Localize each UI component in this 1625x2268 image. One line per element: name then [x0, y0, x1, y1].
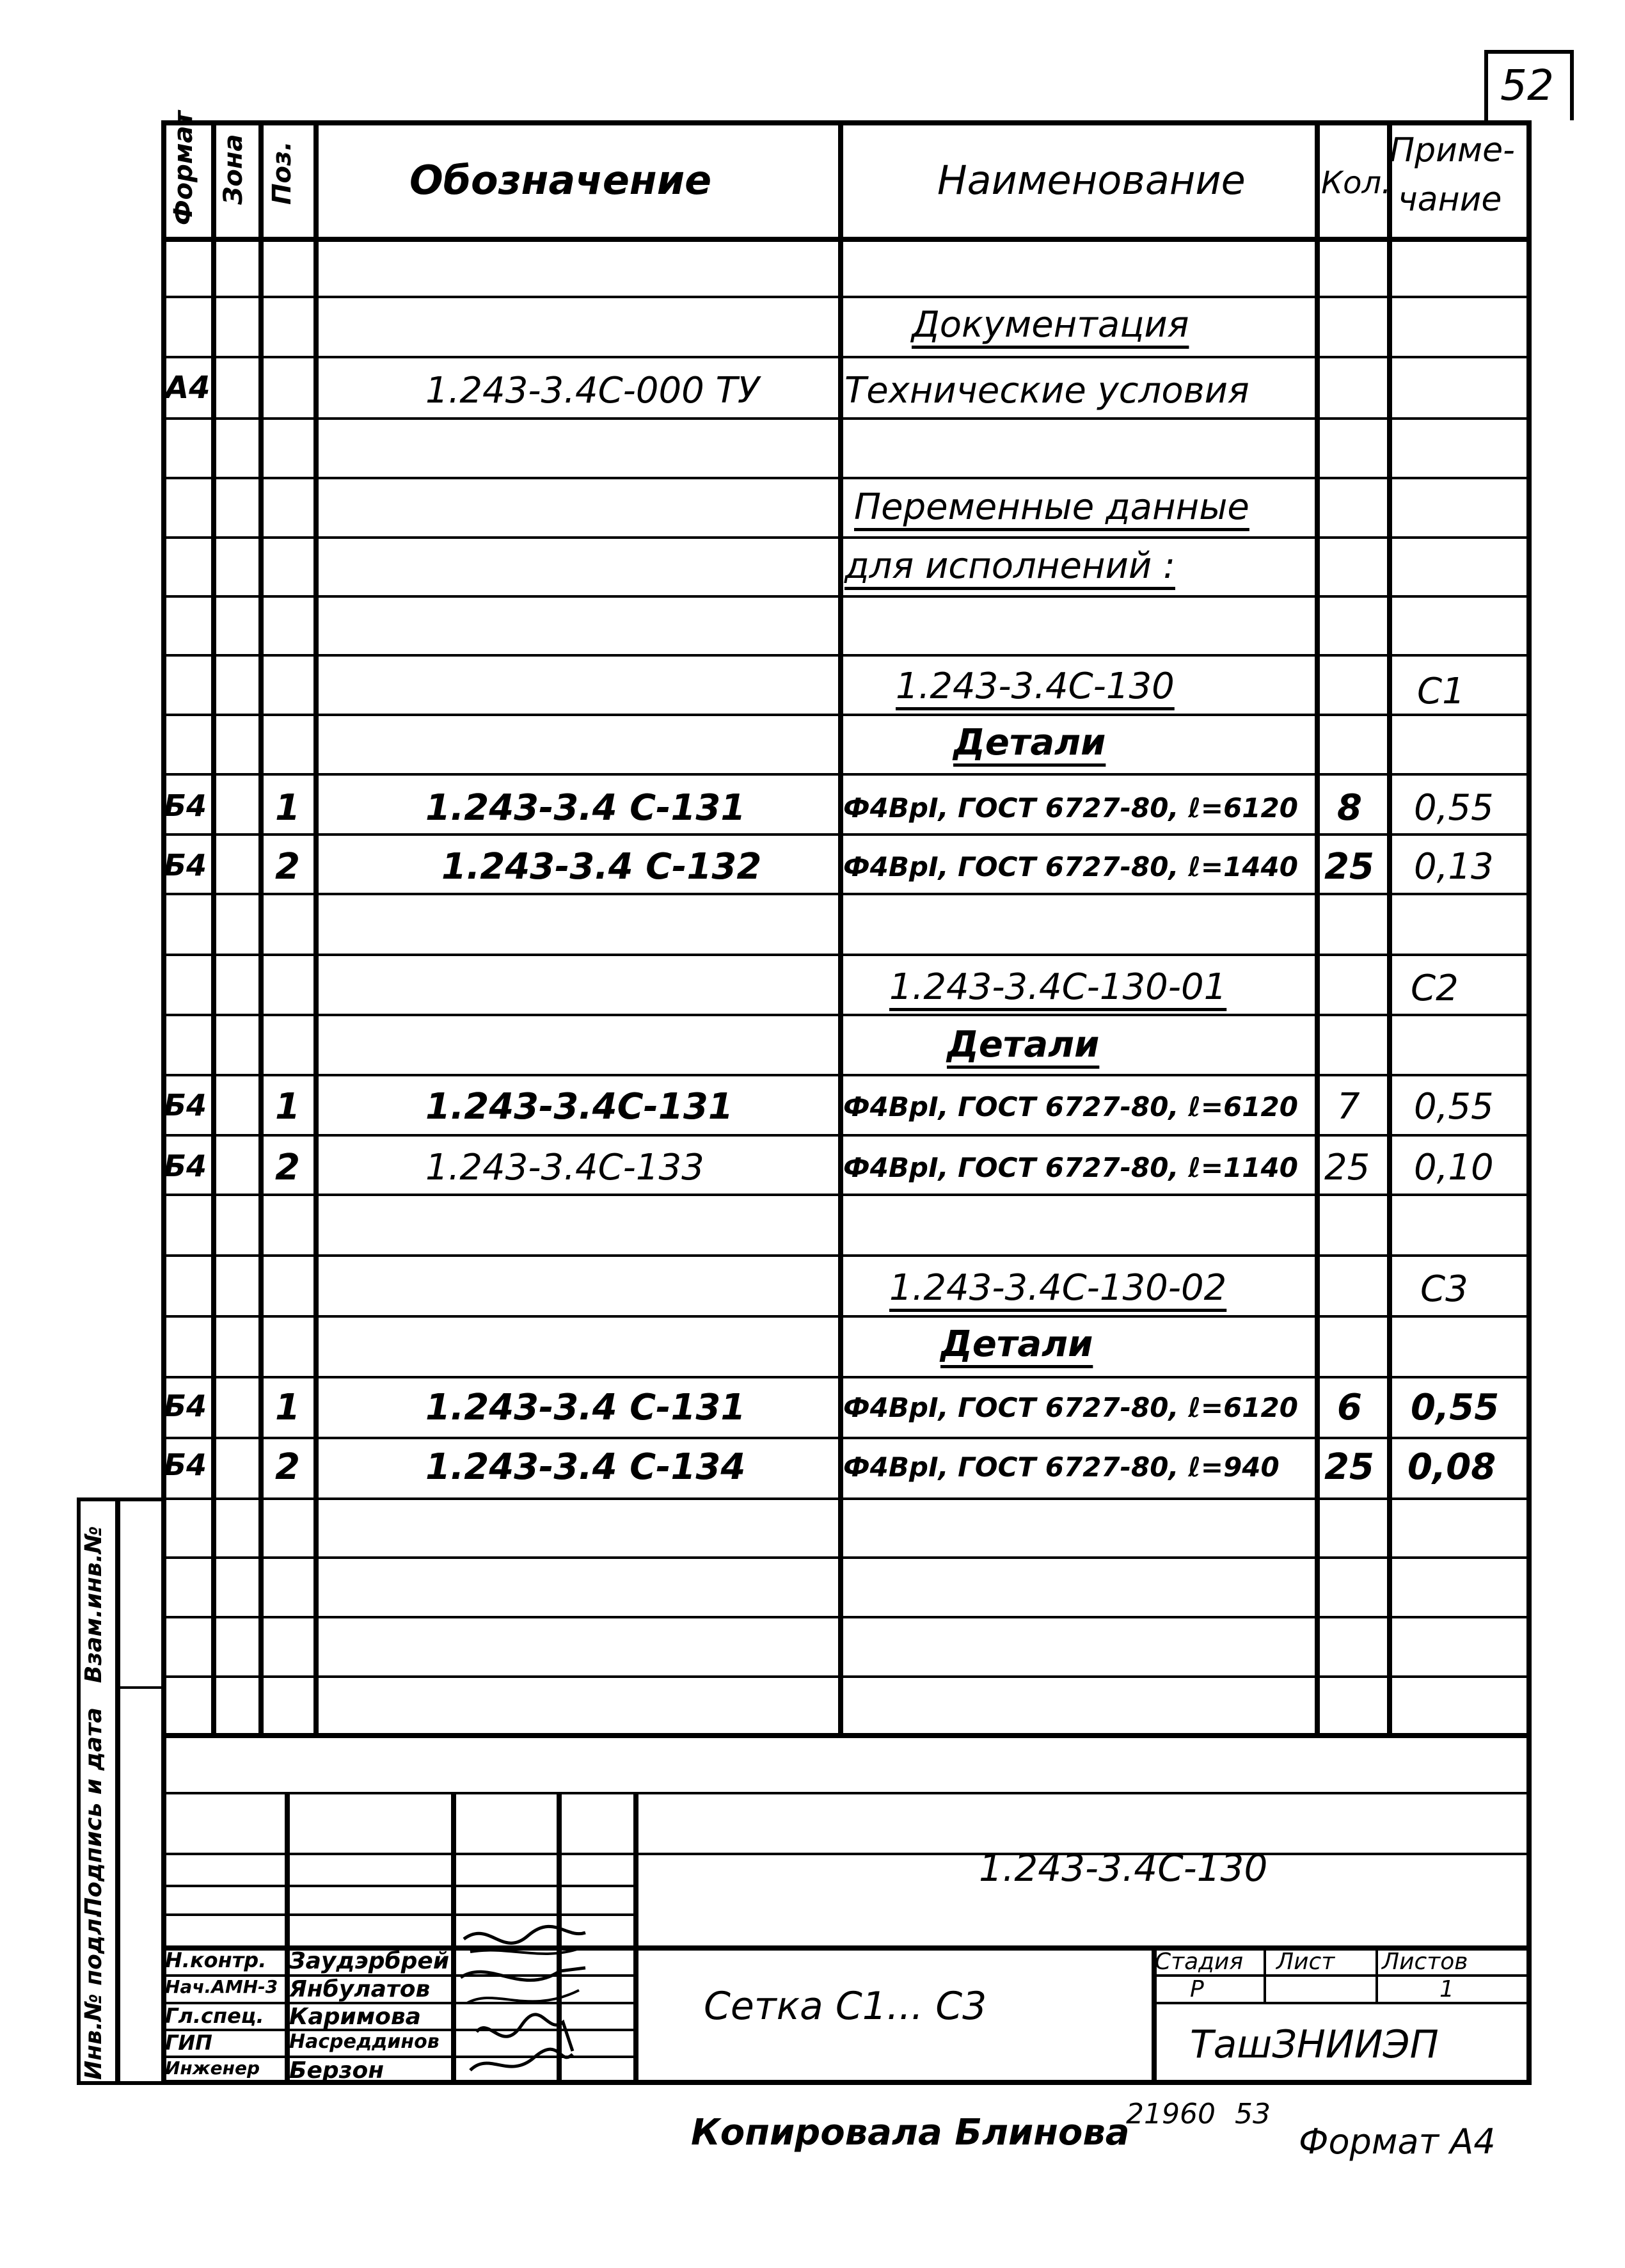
tb-col — [1264, 1945, 1266, 2003]
tb-role-2: Нач.АМН-3 — [165, 1976, 278, 1997]
v1-r1-pos: 1 — [275, 787, 300, 829]
v3-r1-name: Ф4ВрI, ГОСТ 6727-80, ℓ=6120 — [843, 1392, 1298, 1423]
v3-r1-note: 0,55 — [1411, 1387, 1500, 1428]
section-documentation: Документация — [912, 304, 1189, 346]
col-line-qty — [1315, 120, 1320, 1733]
row-line — [161, 1616, 1532, 1618]
doc-format: А4 — [165, 370, 210, 406]
v2-r2-qty: 25 — [1324, 1147, 1370, 1188]
header-note-1: Приме- — [1390, 131, 1515, 170]
row-line — [161, 954, 1532, 956]
row-line — [161, 356, 1532, 358]
left-sign-date: Подпись и дата — [81, 1707, 107, 1917]
variable-data-line-2: для исполнений : — [844, 545, 1175, 587]
row-line — [161, 1675, 1532, 1678]
v2-r2-format: Б4 — [164, 1149, 207, 1183]
v1-r2-qty: 25 — [1324, 846, 1374, 888]
signatures-image — [451, 1913, 592, 2086]
row-line — [161, 536, 1532, 539]
row-line — [161, 477, 1532, 479]
tb-line — [161, 1853, 1532, 1855]
variant-2-parts: Детали — [947, 1024, 1100, 1066]
v3-r1-qty: 6 — [1337, 1387, 1362, 1428]
v3-r2-pos: 2 — [275, 1446, 300, 1488]
v2-r1-designation: 1.243-3.4С-131 — [425, 1086, 733, 1128]
tb-name-1: Заудэрбрей — [289, 1948, 450, 1974]
v1-r1-name: Ф4ВрI, ГОСТ 6727-80, ℓ=6120 — [843, 792, 1298, 824]
doc-designation: 1.243-3.4С-000 ТУ — [425, 370, 759, 411]
v2-r1-format: Б4 — [164, 1088, 207, 1122]
v2-r2-designation: 1.243-3.4С-133 — [425, 1147, 704, 1188]
tb-sheets-label: Листов — [1382, 1949, 1468, 1975]
footer-format: Формат А4 — [1299, 2121, 1496, 2162]
row-line — [161, 1194, 1532, 1196]
spec-bottom-line — [161, 1733, 1532, 1738]
tb-role-1: Н.контр. — [165, 1948, 267, 1972]
row-line — [161, 1134, 1532, 1137]
footer-copied-by: Копировала Блинова — [691, 2112, 1130, 2153]
tb-line — [1152, 2002, 1532, 2004]
header-qty: Кол. — [1321, 165, 1391, 201]
v1-r2-name: Ф4ВрI, ГОСТ 6727-80, ℓ=1440 — [843, 851, 1298, 882]
col-line-zone — [211, 120, 216, 1733]
header-bottom-line — [161, 237, 1532, 242]
row-line — [161, 654, 1532, 657]
header-format: Формат — [169, 111, 198, 225]
v1-r2-pos: 2 — [275, 846, 300, 888]
tb-sheets-value: 1 — [1439, 1976, 1454, 2002]
v1-r2-designation: 1.243-3.4 С-132 — [441, 846, 762, 888]
row-line — [161, 1376, 1532, 1378]
tb-role-5: Инженер — [165, 2057, 260, 2079]
row-line — [161, 833, 1532, 836]
tb-name-2: Янбулатов — [289, 1976, 431, 2002]
variant-3-note: С3 — [1420, 1268, 1468, 1310]
row-line — [161, 714, 1532, 716]
tb-role-4: ГИП — [165, 2031, 212, 2055]
v3-r2-format: Б4 — [164, 1448, 207, 1482]
left-vzam-inv: Взам.инв.№ — [81, 1526, 107, 1683]
row-line — [161, 1497, 1532, 1500]
variable-data-line-1: Переменные данные — [854, 486, 1249, 528]
header-designation: Обозначение — [409, 157, 712, 204]
tb-name-5: Берзон — [289, 2057, 384, 2084]
row-line — [161, 1254, 1532, 1257]
row-line — [161, 893, 1532, 895]
v2-r2-note: 0,10 — [1414, 1147, 1494, 1188]
tb-stage-value: Р — [1190, 1976, 1204, 2002]
tb-stage-label: Стадия — [1155, 1949, 1244, 1975]
row-line — [161, 773, 1532, 776]
v1-r2-note: 0,13 — [1414, 846, 1494, 888]
row-line — [161, 1315, 1532, 1318]
v1-r1-qty: 8 — [1337, 787, 1362, 829]
row-line — [161, 1792, 1532, 1794]
v1-r1-format: Б4 — [164, 788, 207, 823]
row-line — [161, 1014, 1532, 1016]
header-note-2: чание — [1398, 180, 1502, 219]
v1-r1-note: 0,55 — [1414, 787, 1494, 829]
v3-r1-format: Б4 — [164, 1389, 207, 1423]
row-line — [161, 1556, 1532, 1559]
variant-3-title: 1.243-3.4С-130-02 — [889, 1267, 1227, 1309]
tb-col — [633, 1792, 638, 2085]
left-margin-divider — [115, 1497, 120, 2085]
variant-1-title: 1.243-3.4С-130 — [896, 666, 1175, 707]
v3-r2-name: Ф4ВрI, ГОСТ 6727-80, ℓ=940 — [843, 1451, 1280, 1483]
header-pos: Поз. — [267, 141, 297, 205]
tb-line — [161, 1885, 635, 1887]
variant-2-note: С2 — [1411, 968, 1459, 1009]
v3-r1-designation: 1.243-3.4 С-131 — [425, 1387, 746, 1428]
col-line-note — [1387, 120, 1392, 1733]
row-line — [161, 417, 1532, 420]
tb-col — [1375, 1945, 1378, 2003]
col-line-name — [838, 120, 843, 1733]
variant-2-title: 1.243-3.4С-130-01 — [889, 966, 1227, 1008]
v2-r1-note: 0,55 — [1414, 1086, 1494, 1128]
header-name: Наименование — [937, 157, 1246, 204]
row-line — [161, 296, 1532, 298]
footer-number: 21960 — [1126, 2098, 1216, 2130]
v2-r2-name: Ф4ВрI, ГОСТ 6727-80, ℓ=1140 — [843, 1152, 1298, 1183]
col-line-designation — [313, 120, 319, 1733]
variant-3-parts: Детали — [940, 1323, 1093, 1365]
tb-organization: ТашЗНИИЭП — [1190, 2022, 1439, 2067]
left-margin-line — [115, 1686, 162, 1689]
variant-1-parts: Детали — [953, 722, 1106, 763]
tb-name-4: Насреддинов — [289, 2031, 440, 2053]
v2-r1-pos: 1 — [275, 1086, 300, 1128]
variant-1-note: С1 — [1417, 671, 1465, 712]
v3-r2-note: 0,08 — [1407, 1446, 1496, 1488]
tb-name-3: Каримова — [289, 2004, 421, 2030]
tb-doc-title: Сетка С1... С3 — [704, 1984, 987, 2029]
tb-sheet-label: Лист — [1276, 1949, 1335, 1975]
v3-r1-pos: 1 — [275, 1387, 300, 1428]
tb-doc-code: 1.243-3.4С-130 — [979, 1846, 1268, 1890]
v2-r1-name: Ф4ВрI, ГОСТ 6727-80, ℓ=6120 — [843, 1091, 1298, 1122]
doc-name: Технические условия — [844, 370, 1249, 411]
left-inv-podl: Инв.№ подл. — [81, 1909, 107, 2080]
col-line-pos — [258, 120, 264, 1733]
v3-r2-designation: 1.243-3.4 С-134 — [425, 1446, 746, 1488]
v1-r1-designation: 1.243-3.4 С-131 — [425, 787, 746, 829]
v2-r1-qty: 7 — [1337, 1086, 1360, 1128]
v2-r2-pos: 2 — [275, 1147, 300, 1188]
row-line — [161, 595, 1532, 598]
tb-role-3: Гл.спец. — [165, 2004, 264, 2028]
footer-sheet-ref: 53 — [1235, 2098, 1271, 2130]
sheet-number: 52 — [1500, 61, 1554, 110]
row-line — [161, 1437, 1532, 1439]
v3-r2-qty: 25 — [1324, 1446, 1374, 1488]
v1-r2-format: Б4 — [164, 848, 207, 882]
row-line — [161, 1074, 1532, 1076]
header-zone: Зона — [219, 134, 248, 205]
